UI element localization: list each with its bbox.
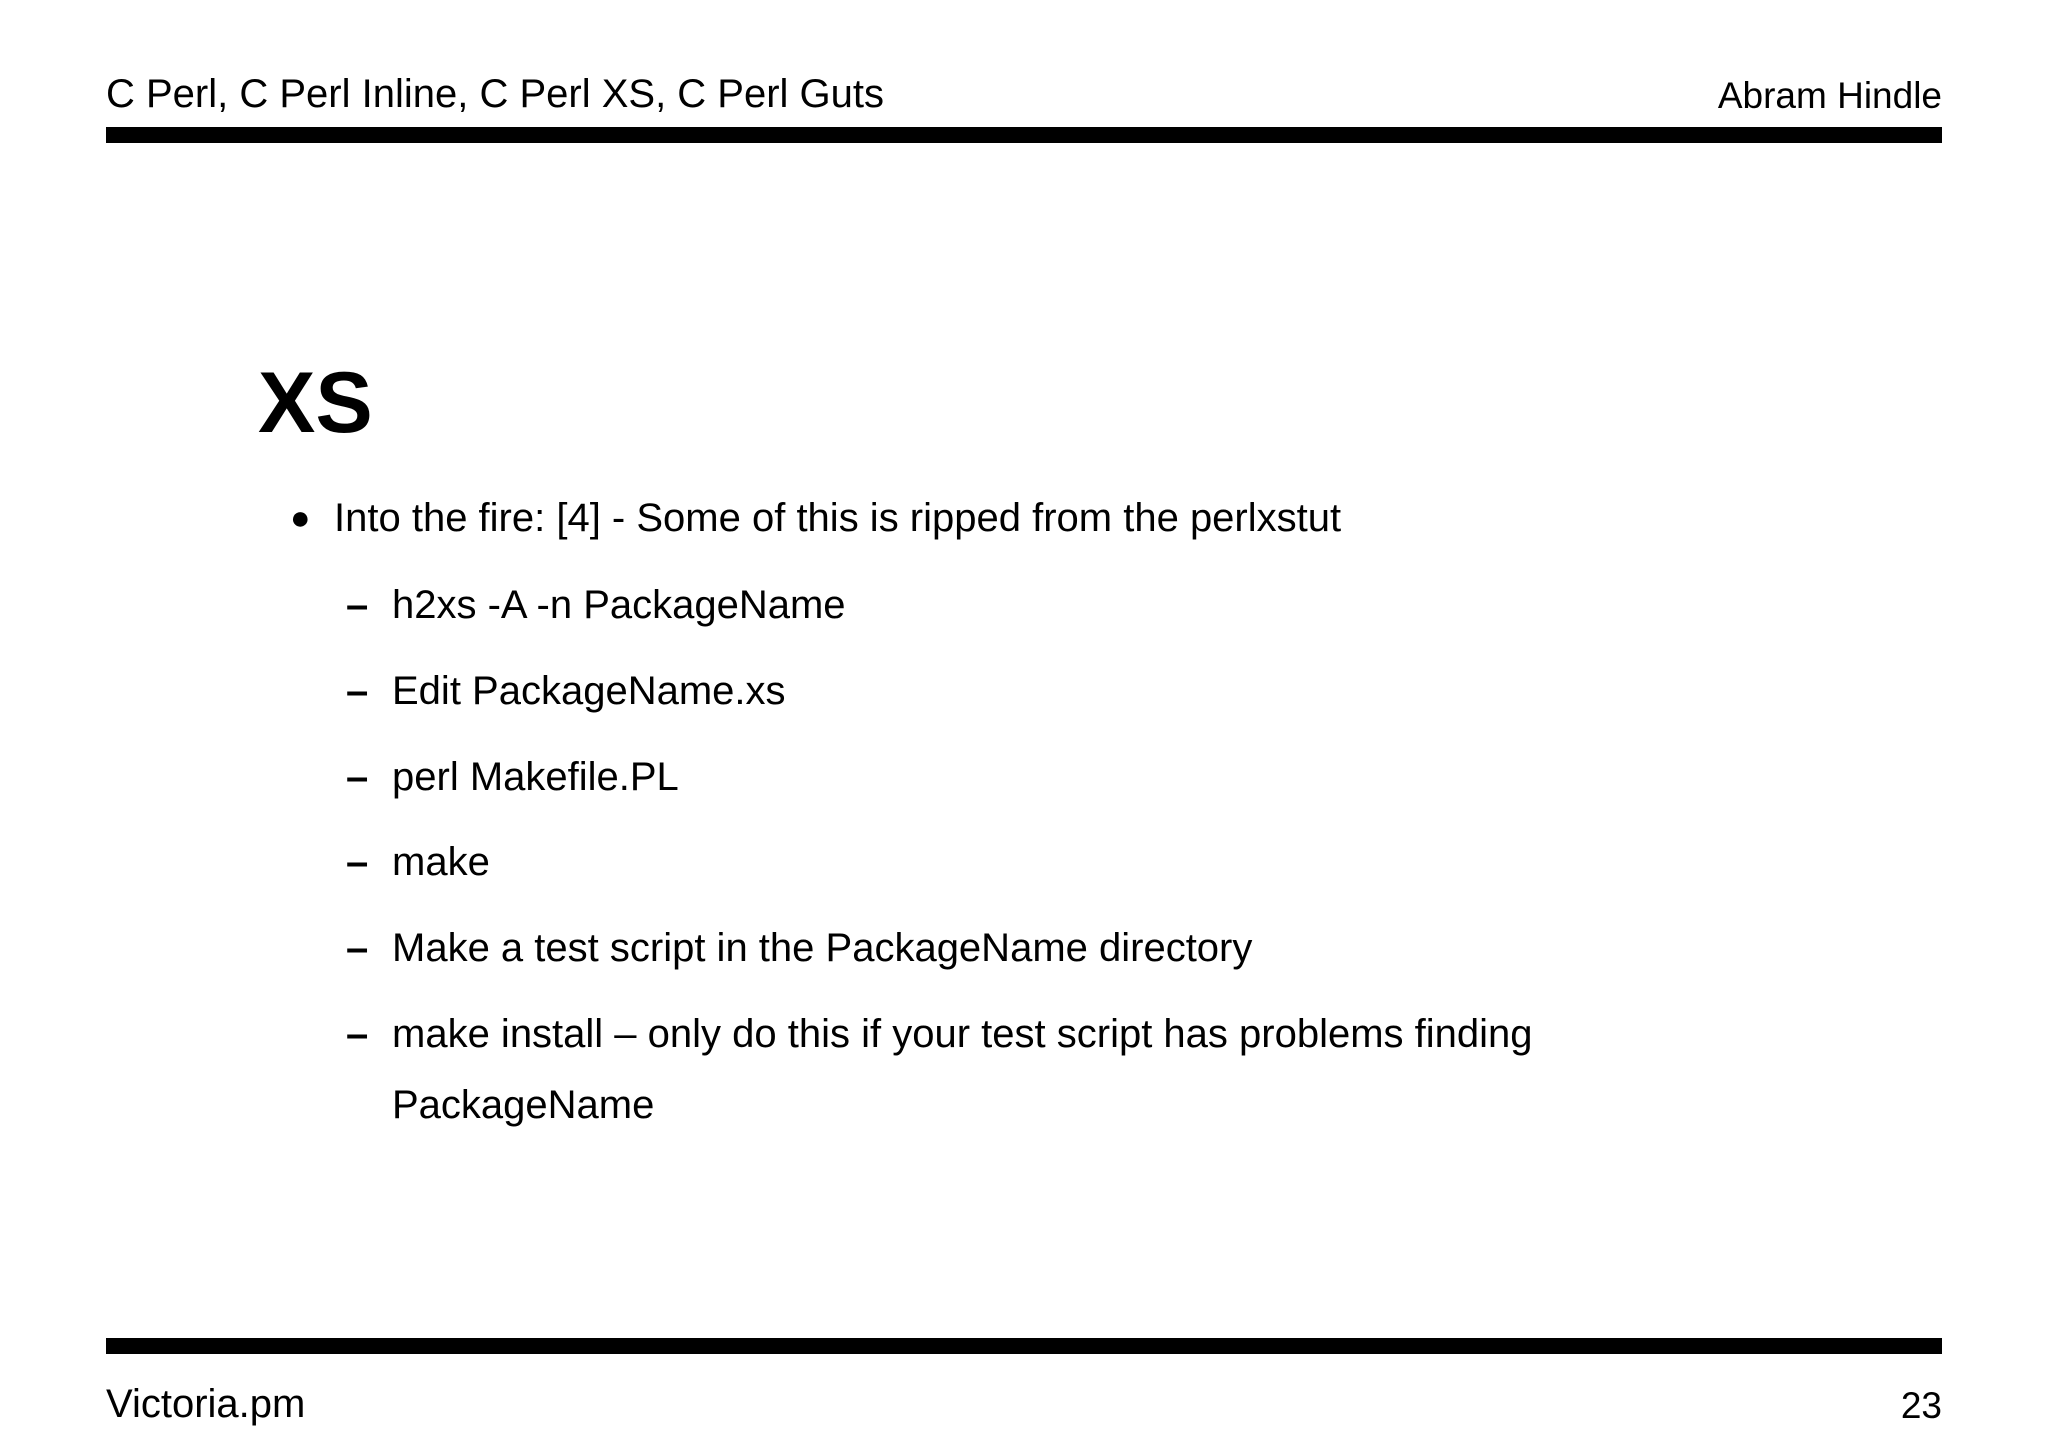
sub-item-marker: –	[346, 755, 369, 799]
header-title: C Perl, C Perl Inline, C Perl XS, C Perl Guts	[106, 72, 885, 116]
bullet-marker: ●	[290, 499, 311, 537]
footer-venue: Victoria.pm	[106, 1382, 306, 1426]
sub-item-text: make	[392, 840, 490, 884]
header-author: Abram Hindle	[1717, 75, 1942, 116]
page-number: 23	[1900, 1385, 1942, 1426]
bullet-text: Into the fire: [4] - Some of this is ripped from the perlxstut	[334, 496, 1342, 540]
sub-item-test-script	[346, 913, 1652, 984]
bullet-item	[290, 492, 1341, 544]
sub-item-marker: –	[346, 926, 369, 970]
sub-item-edit-xs	[346, 656, 1652, 727]
sub-item-marker: –	[346, 669, 369, 713]
sub-item-h2xs	[346, 570, 1652, 641]
sub-item-text: make install – only do this if your test script has problems finding PackageName	[392, 1012, 1533, 1127]
sub-item-makefile	[346, 742, 1652, 813]
header-rule	[106, 127, 1942, 143]
sub-item-marker: –	[346, 840, 369, 884]
sub-item-text: h2xs -A -n PackageName	[392, 583, 846, 627]
footer-rule	[106, 1338, 1942, 1354]
sub-item-text: perl Makefile.PL	[392, 755, 679, 799]
slide-title: XS	[258, 355, 373, 451]
sub-item-marker: –	[346, 1012, 369, 1056]
sub-item-make-install	[346, 999, 1652, 1141]
sub-item-text: Make a test script in the PackageName directory	[392, 926, 1253, 970]
sub-item-text: Edit PackageName.xs	[392, 669, 786, 713]
sub-item-marker: –	[346, 583, 369, 627]
sub-item-make	[346, 827, 1652, 898]
